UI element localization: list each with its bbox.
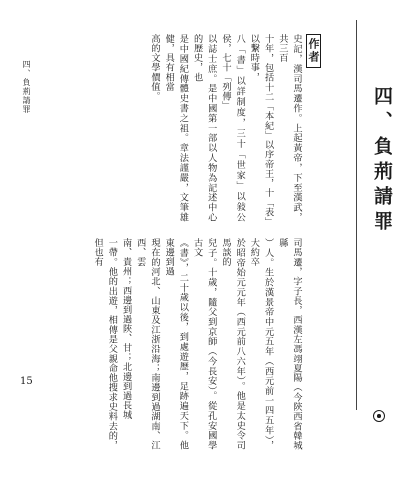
text-column: 史記，漢司馬遷作。上起黃帝，下至漢武，共三百 <box>276 34 302 222</box>
text-column: 現在的河北、山東及江浙沿海；南邊到過湖南、江西、雲 <box>134 238 160 450</box>
title-divider <box>356 20 357 410</box>
text-column: 十年，包括十二「本紀」以序帝王，十「表」以繫時事， <box>248 34 274 222</box>
page-number: 15 <box>20 376 33 387</box>
running-head: 四、負荊請罪 <box>22 60 31 114</box>
author-badge: 作者 <box>306 34 321 68</box>
circle-dot-icon <box>373 410 385 422</box>
biography-paragraph <box>53 238 303 450</box>
text-column: 《書》，二十歲以後，到處遊歷，足跡遍天下。他東邊到過 <box>163 238 189 450</box>
text-column: 以誌士庶。是中國第一部以人物為記述中心的歷史，也 <box>191 34 217 222</box>
text-column: 是中國紀傳體史書之祖。章法謹嚴，文筆雄健，具有相當 <box>163 34 189 222</box>
text-column: 於昭帝始元元年（西元前八六年）。他是太史令司馬談的 <box>219 238 246 450</box>
text-column: 一帶。他的出遊，相傳是父親命他搜求史料去的，但也有 <box>92 238 118 450</box>
text-column: ）人。生於漢景帝中元五年（西元前一四五年），大約卒 <box>248 238 274 450</box>
text-column: 八「書」以詳制度，三十「世家」以敍公侯，七十「列傳」 <box>219 34 246 222</box>
section-title: 四、負荊請罪 <box>371 86 393 236</box>
text-column: 南、貴州；西邊到過陝、甘；北邊到過長城 <box>120 238 132 420</box>
text-column: 司馬遷，字子長，西漢左馮翊夏陽（今陝西省韓城縣 <box>276 238 302 450</box>
text-column: 兒子。十歲，隨父到京師（今長安）。從孔安國學古文 <box>191 238 217 450</box>
text-column: 高的文學價值。 <box>148 34 160 101</box>
author-paragraph <box>53 34 303 222</box>
